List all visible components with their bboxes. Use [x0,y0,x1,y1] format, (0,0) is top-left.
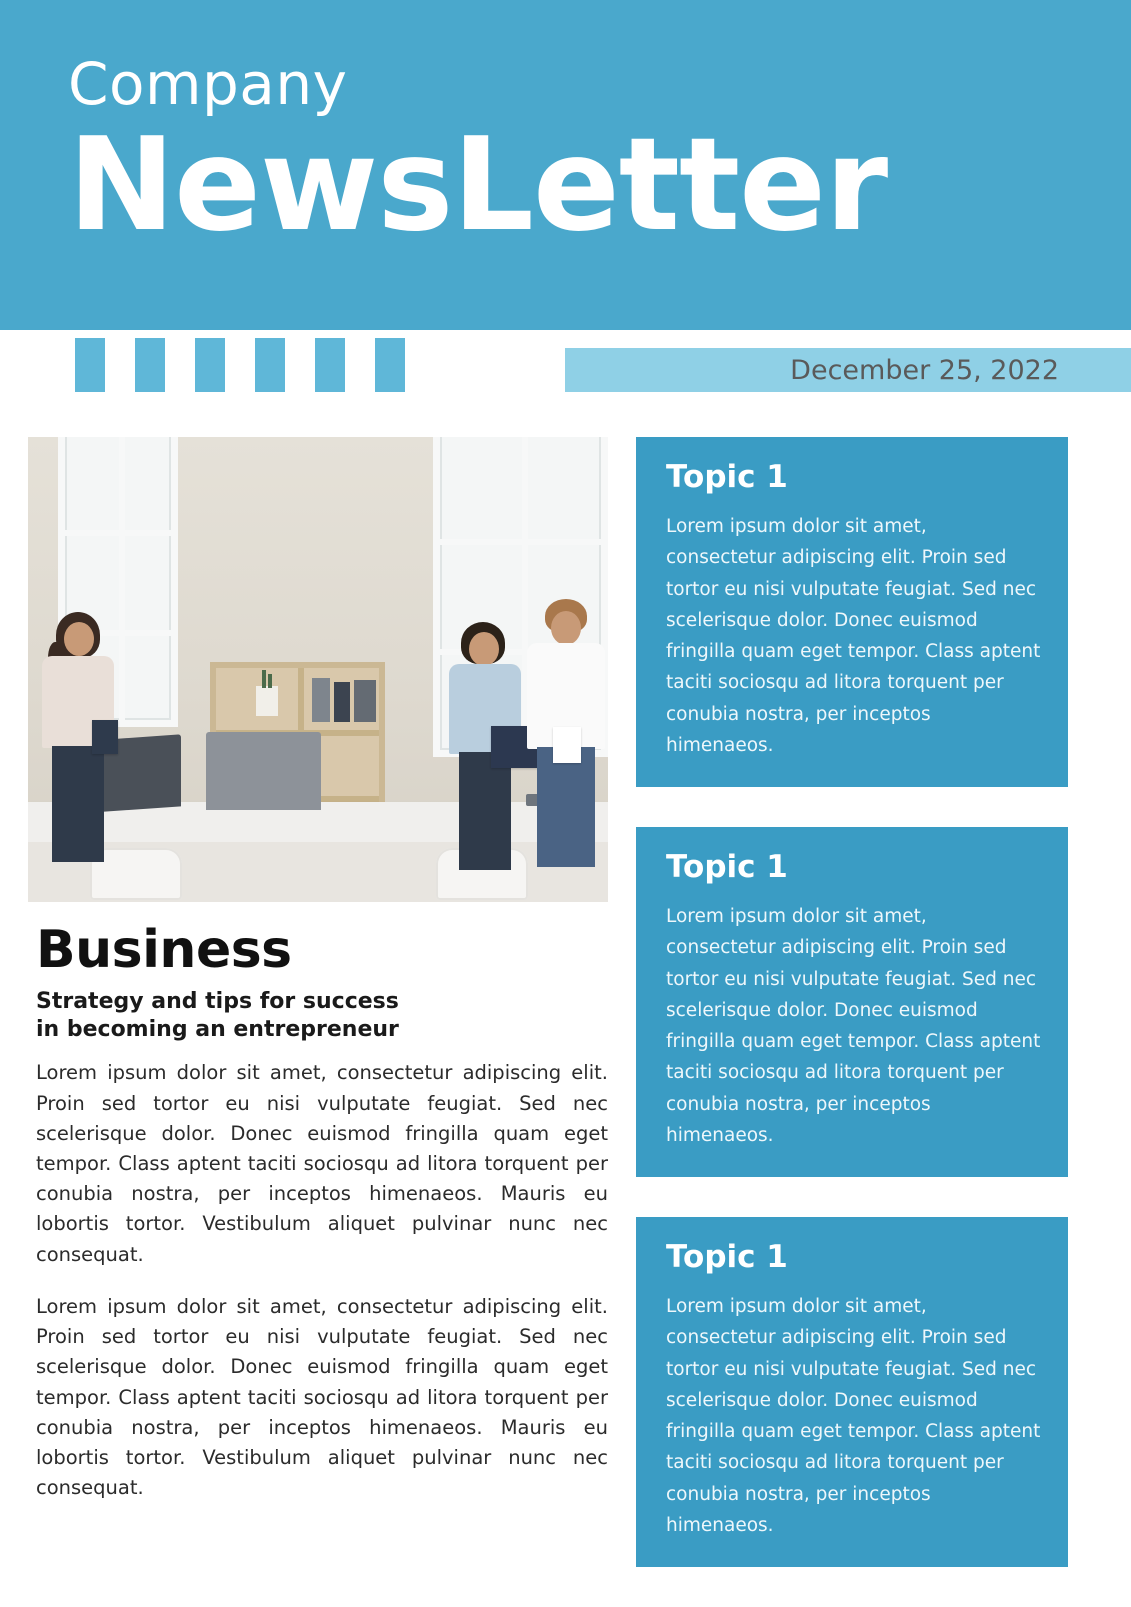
article-paragraph: Lorem ipsum dolor sit amet, consectetur adipiscing elit. Proin sed tortor eu nisi vulputate feugiat. Sed nec scelerisque dolor. Donec euismod fringilla quam eget tempor. Class aptent taciti sociosqu ad litora torquent per conubia nostra, per inceptos himenaeos. Mauris eu lobortis tortor. Vestibulum aliquet pulvinar nunc nec consequat. [36,1061,608,1266]
stripe-bar [255,338,285,392]
newsletter-header [0,0,1131,330]
topic-card-body: Lorem ipsum dolor sit amet, consectetur adipiscing elit. Proin sed tortor eu nisi vulputate feugiat. Sed nec scelerisque dolor. Donec euismod fringilla quam eget tempor. Class aptent taciti sociosqu ad litora torquent per conubia nostra, per inceptos himenaeos. [666,906,1041,1146]
photo-person-left [34,612,124,862]
topic-card-body: Lorem ipsum dolor sit amet, consectetur adipiscing elit. Proin sed tortor eu nisi vulputate feugiat. Sed nec scelerisque dolor. Donec euismod fringilla quam eget tempor. Class aptent taciti sociosqu ad litora torquent per conubia nostra, per inceptos himenaeos. [666,516,1041,756]
topic-card-title: Topic 1 [666,849,788,885]
photo-person-center [443,622,529,872]
office-team-photo [28,437,608,902]
subheading-line-2: in becoming an entrepreneur [36,1017,399,1043]
main-column [28,437,608,1607]
newsletter-body [0,392,1131,1607]
page-title: NewsLetter [68,111,888,260]
section-title: Business [36,920,292,980]
subheading-line-1: Strategy and tips for success [36,989,399,1014]
issue-date: December 25, 2022 [790,354,1059,386]
topic-card-title: Topic 1 [666,1239,788,1275]
stripe-bar [375,338,405,392]
photo-person-right [523,599,608,869]
section-subheading [36,988,608,1044]
topic-card-body: Lorem ipsum dolor sit amet, consectetur adipiscing elit. Proin sed tortor eu nisi vulputate feugiat. Sed nec scelerisque dolor. Donec euismod fringilla quam eget tempor. Class aptent taciti sociosqu ad litora torquent per conubia nostra, per inceptos himenaeos. [666,1296,1041,1536]
article-paragraph: Lorem ipsum dolor sit amet, consectetur adipiscing elit. Proin sed tortor eu nisi vulputate feugiat. Sed nec scelerisque dolor. Donec euismod fringilla quam eget tempor. Class aptent taciti sociosqu ad litora torquent per conubia nostra, per inceptos himenaeos. Mauris eu lobortis tortor. Vestibulum aliquet pulvinar nunc nec consequat. [36,1294,608,1500]
topic-card-title: Topic 1 [666,459,788,495]
sidebar [636,437,1068,1607]
stripe-bar [195,338,225,392]
stripe-bar [315,338,345,392]
decorative-stripes [75,338,405,392]
stripe-bar [75,338,105,392]
topic-card [636,1217,1068,1567]
topic-card [636,437,1068,787]
stripe-bar [135,338,165,392]
date-block [565,348,1131,392]
company-label: Company [68,50,348,118]
photo-laptop-center [206,732,321,810]
topic-card [636,827,1068,1177]
stripe-date-band [0,330,1131,392]
